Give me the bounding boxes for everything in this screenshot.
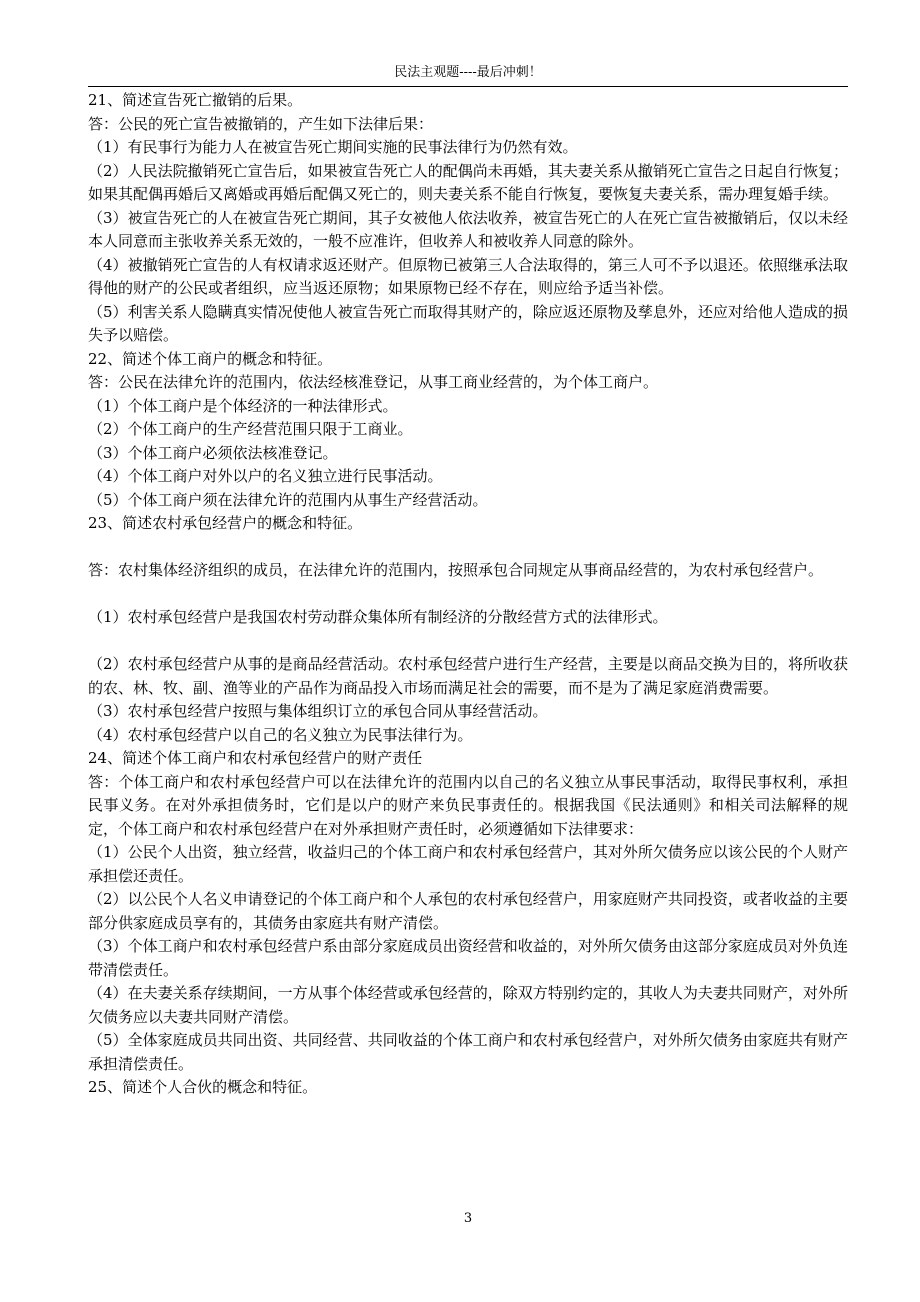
section-22-item-5: （5）个体工商户须在法律允许的范围内从事生产经营活动。 xyxy=(88,490,488,509)
section-24-item-5: （5）全体家庭成员共同出资、共同经营、共同收益的个体工商户和农村承包经营户，对外所欠债务由家庭共有财产承担清偿责任。 xyxy=(88,1031,848,1073)
section-24-answer: 答：个体工商户和农村承包经营户可以在法律允许的范围内以自己的名义独立从事民事活动，取得民事权利，承担民事义务。在对外承担债务时，它们是以户的财产来负民事责任的。根据我国《民法通则》和相关司法解释的规定，个体工商户和农村承包经营户在对外承担财产责任时，必须遵循如下法律要求： xyxy=(88,772,848,838)
section-22-answer: 答：公民在法律允许的范围内，依法经核准登记，从事工商业经营的，为个体工商户。 xyxy=(88,373,659,391)
section-21-item-1: （1）有民事行为能力人在被宣告死亡期间实施的民事法律行为仍然有效。 xyxy=(88,138,578,156)
section-21-answer: 答：公民的死亡宣告被撤销的，产生如下法律后果： xyxy=(88,114,434,133)
section-24-question: 24、简述个体工商户和农村承包经营户的财产责任 xyxy=(88,749,423,767)
section-23-item-4: （4）农村承包经营户以自己的名义独立为民事法律行为。 xyxy=(88,725,473,744)
section-21-question: 21、简述宣告死亡撤销的后果。 xyxy=(88,91,303,109)
section-24-item-2: （2）以公民个人名义申请登记的个体工商户和个人承包的农村承包经营户，用家庭财产共同投资，或者收益的主要部分供家庭成员享有的，其债务由家庭共有财产清偿。 xyxy=(88,890,848,932)
section-23-item-3: （3）农村承包经营户按照与集体组织订立的承包合同从事经营活动。 xyxy=(88,702,548,720)
section-22-item-2: （2）个体工商户的生产经营范围只限于工商业。 xyxy=(88,420,413,438)
section-21-item-3: （3）被宣告死亡的人在被宣告死亡期间，其子女被他人依法收养，被宣告死亡的人在死亡宣告被撤销后，仅以未经本人同意而主张收养关系无效的，一般不应准许，但收养人和被收养人同意的除外。 xyxy=(88,208,848,250)
section-23-answer: 答：农村集体经济组织的成员，在法律允许的范围内，按照承包合同规定从事商品经营的，为农村承包经营户。 xyxy=(88,561,824,579)
section-22-question: 22、简述个体工商户的概念和特征。 xyxy=(88,349,333,368)
section-25-question: 25、简述个人合伙的概念和特征。 xyxy=(88,1078,318,1096)
section-24-item-1: （1）公民个人出资，独立经营，收益归己的个体工商户和农村承包经营户，其对外所欠债务应以该公民的个人财产承担偿还责任。 xyxy=(88,843,848,885)
blank-line xyxy=(88,536,848,560)
section-23-item-1: （1）农村承包经营户是我国农村劳动群众集体所有制经济的分散经营方式的法律形式。 xyxy=(88,608,668,626)
section-23-question: 23、简述农村承包经营户的概念和特征。 xyxy=(88,514,363,532)
section-21-item-2: （2）人民法院撤销死亡宣告后，如果被宣告死亡人的配偶尚未再婚，其夫妻关系从撤销死亡宣告之日起自行恢复；如果其配偶再婚后又离婚或再婚后配偶又死亡的，则夫妻关系不能自行恢复，要恢复夫妻关系，需办理复婚手续。 xyxy=(88,161,848,203)
section-21-item-5: （5）利害关系人隐瞒真实情况使他人被宣告死亡而取得其财产的，除应返还原物及孳息外，还应对给他人造成的损失予以赔偿。 xyxy=(88,302,848,344)
section-21-item-4: （4）被撤销死亡宣告的人有权请求返还财产。但原物已被第三人合法取得的，第三人可不予以退还。依照继承法取得他的财产的公民或者组织，应当返还原物；如果原物已经不存在，则应给予适当补偿。 xyxy=(88,255,848,297)
section-22-item-4: （4）个体工商户对外以户的名义独立进行民事活动。 xyxy=(88,467,443,485)
section-22-item-1: （1）个体工商户是个体经济的一种法律形式。 xyxy=(88,396,398,415)
section-24-item-3: （3）个体工商户和农村承包经营户系由部分家庭成员出资经营和收益的，对外所欠债务由这部分家庭成员对外负连带清偿责任。 xyxy=(88,937,848,979)
page-header: 民法主观题----最后冲刺！ xyxy=(394,65,542,80)
section-22-item-3: （3）个体工商户必须依法核准登记。 xyxy=(88,443,338,462)
document-body xyxy=(88,89,848,1100)
blank-line xyxy=(88,630,848,654)
section-24-item-4: （4）在夫妻关系存续期间，一方从事个体经营或承包经营的，除双方特别约定的，其收人为夫妻共同财产，对外所欠债务应以夫妻共同财产清偿。 xyxy=(88,984,848,1026)
section-23-item-2: （2）农村承包经营户从事的是商品经营活动。农村承包经营户进行生产经营，主要是以商品交换为目的，将所收获的农、林、牧、副、渔等业的产品作为商品投入市场而满足社会的需要，而不是为了满足家庭消费需要。 xyxy=(88,655,848,697)
blank-line xyxy=(88,583,848,607)
page-number: 3 xyxy=(463,1211,473,1226)
header-divider xyxy=(88,86,848,87)
